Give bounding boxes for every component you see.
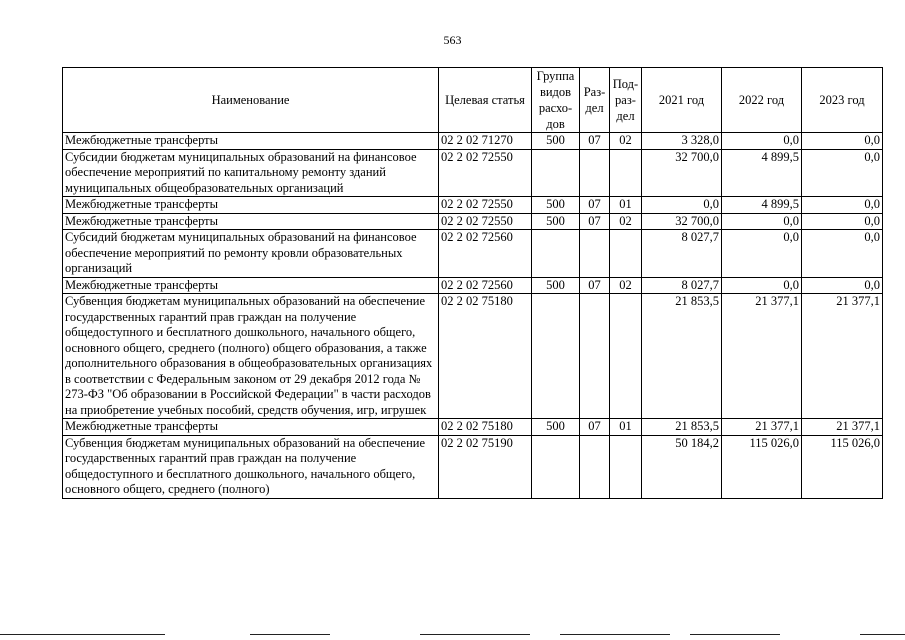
- row-2023: 115 026,0: [802, 435, 883, 498]
- page-number: 563: [443, 33, 462, 47]
- scan-edge-line: [860, 634, 905, 635]
- row-2022: 4 899,5: [722, 197, 802, 214]
- row-section: [580, 294, 610, 419]
- budget-table: [62, 67, 883, 499]
- row-2022: 0,0: [722, 133, 802, 150]
- row-subsection: [610, 294, 642, 419]
- table-row: [63, 294, 883, 419]
- row-code: 02 2 02 72560: [439, 277, 532, 294]
- row-code: 02 2 02 72550: [439, 149, 532, 197]
- header-2023: 2023 год: [802, 68, 883, 133]
- row-subsection: 02: [610, 133, 642, 150]
- header-section: Раз-дел: [580, 68, 610, 133]
- row-section: [580, 435, 610, 498]
- header-subsection: Под-раз-дел: [610, 68, 642, 133]
- row-2022: 115 026,0: [722, 435, 802, 498]
- row-2021: 50 184,2: [642, 435, 722, 498]
- header-code: Целевая статья: [439, 68, 532, 133]
- row-name: Субвенция бюджетам муниципальных образований на обеспечение государственных гарантий прав граждан на получение общедоступного и бесплатного дошкольного, начального общего, основного общего, среднего (полного): [63, 435, 439, 498]
- row-2021: 32 700,0: [642, 149, 722, 197]
- row-group: 500: [532, 197, 580, 214]
- row-group: [532, 230, 580, 278]
- row-2021: 8 027,7: [642, 277, 722, 294]
- row-group: 500: [532, 213, 580, 230]
- row-code: 02 2 02 72560: [439, 230, 532, 278]
- row-section: 07: [580, 277, 610, 294]
- header-2022: 2022 год: [722, 68, 802, 133]
- table-row: [63, 197, 883, 214]
- row-name: Межбюджетные трансферты: [63, 277, 439, 294]
- row-2023: 0,0: [802, 230, 883, 278]
- table-row: [63, 419, 883, 436]
- table-row: [63, 230, 883, 278]
- header-name: Наименование: [63, 68, 439, 133]
- row-subsection: 02: [610, 213, 642, 230]
- row-2021: 8 027,7: [642, 230, 722, 278]
- row-name: Межбюджетные трансферты: [63, 419, 439, 436]
- row-code: 02 2 02 75190: [439, 435, 532, 498]
- row-group: 500: [532, 277, 580, 294]
- row-2022: 4 899,5: [722, 149, 802, 197]
- row-2021: 21 853,5: [642, 294, 722, 419]
- row-2022: 0,0: [722, 213, 802, 230]
- row-code: 02 2 02 75180: [439, 294, 532, 419]
- row-section: 07: [580, 133, 610, 150]
- row-2022: 0,0: [722, 230, 802, 278]
- row-2021: 0,0: [642, 197, 722, 214]
- table-row: [63, 277, 883, 294]
- row-2023: 0,0: [802, 133, 883, 150]
- row-group: [532, 149, 580, 197]
- row-2023: 21 377,1: [802, 419, 883, 436]
- row-code: 02 2 02 71270: [439, 133, 532, 150]
- header-group: Группа видов расхо-дов: [532, 68, 580, 133]
- row-subsection: [610, 230, 642, 278]
- table-row: [63, 133, 883, 150]
- row-name: Межбюджетные трансферты: [63, 213, 439, 230]
- row-section: 07: [580, 213, 610, 230]
- row-section: 07: [580, 419, 610, 436]
- row-subsection: [610, 149, 642, 197]
- row-group: [532, 435, 580, 498]
- row-section: [580, 149, 610, 197]
- row-code: 02 2 02 75180: [439, 419, 532, 436]
- row-code: 02 2 02 72550: [439, 197, 532, 214]
- row-2021: 21 853,5: [642, 419, 722, 436]
- row-group: 500: [532, 419, 580, 436]
- row-name: Межбюджетные трансферты: [63, 197, 439, 214]
- row-2023: 0,0: [802, 149, 883, 197]
- row-2023: 0,0: [802, 213, 883, 230]
- row-2023: 0,0: [802, 197, 883, 214]
- scan-edge-line: [250, 634, 330, 635]
- row-2021: 3 328,0: [642, 133, 722, 150]
- row-section: 07: [580, 197, 610, 214]
- scan-edge-line: [0, 634, 165, 635]
- row-code: 02 2 02 72550: [439, 213, 532, 230]
- table-row: [63, 149, 883, 197]
- row-name: Субвенция бюджетам муниципальных образований на обеспечение государственных гарантий прав граждан на получение общедоступного и бесплатного дошкольного, начального общего, основного общего, среднего (полного) общего образования, а также дополнительного образования в общеобразовательных организациях в соответствии с Федеральным законом от 29 декабря 2012 года № 273-ФЗ "Об образовании в Российской Федерации" в части расходов на приобретение учебных пособий, средств обучения, игр, игрушек: [63, 294, 439, 419]
- scan-edge-line: [420, 634, 530, 635]
- row-subsection: [610, 435, 642, 498]
- row-name: Межбюджетные трансферты: [63, 133, 439, 150]
- scan-edge-line: [690, 634, 780, 635]
- row-name: Субсидии бюджетам муниципальных образований на финансовое обеспечение мероприятий по капитальному ремонту зданий муниципальных общеобразовательных организаций: [63, 149, 439, 197]
- row-2023: 0,0: [802, 277, 883, 294]
- row-group: [532, 294, 580, 419]
- table-row: [63, 213, 883, 230]
- row-group: 500: [532, 133, 580, 150]
- header-row: [63, 68, 883, 133]
- row-subsection: 02: [610, 277, 642, 294]
- header-2021: 2021 год: [642, 68, 722, 133]
- table-row: [63, 435, 883, 498]
- row-subsection: 01: [610, 419, 642, 436]
- row-subsection: 01: [610, 197, 642, 214]
- row-name: Субсидий бюджетам муниципальных образований на финансовое обеспечение мероприятий по ремонту кровли образовательных организаций: [63, 230, 439, 278]
- row-section: [580, 230, 610, 278]
- row-2021: 32 700,0: [642, 213, 722, 230]
- row-2022: 0,0: [722, 277, 802, 294]
- row-2022: 21 377,1: [722, 419, 802, 436]
- row-2023: 21 377,1: [802, 294, 883, 419]
- scan-edge-line: [560, 634, 670, 635]
- row-2022: 21 377,1: [722, 294, 802, 419]
